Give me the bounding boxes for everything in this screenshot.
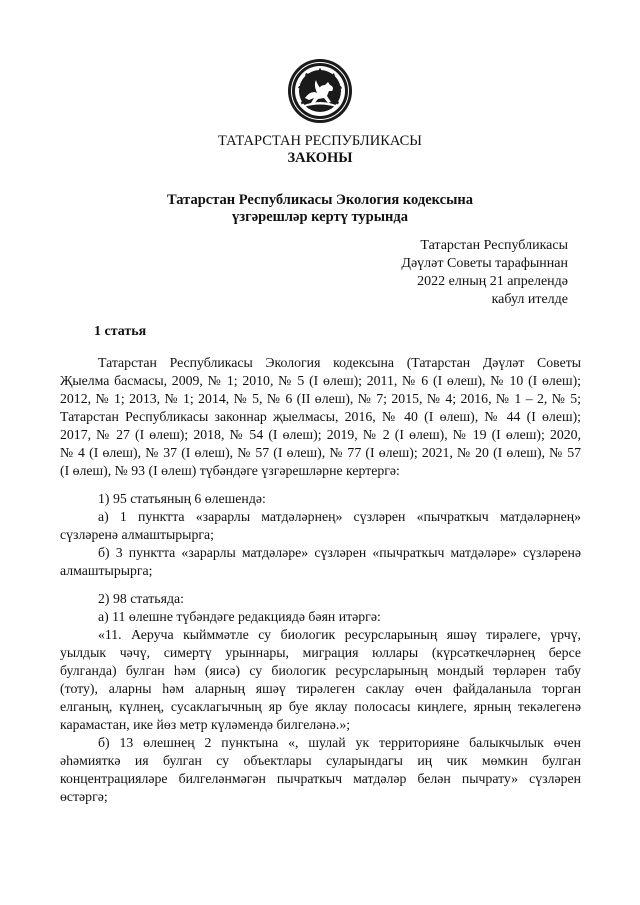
adoption-line-4: кабул ителде: [491, 292, 568, 307]
paragraph-line: (I өлеш), № 93 (I өлеш) түбәндәге үзгәрешләрне кертергә:: [60, 463, 400, 478]
tatarstan-coat-of-arms-icon: [287, 58, 353, 124]
adoption-line-1: Татарстан Республикасы: [420, 238, 568, 253]
paragraph-line: 2012, № 1; 2013, № 1; 2014, № 5, № 6 (II өлеш), № 7; 2015, № 4; 2016, № 1 – 2, № 5;: [60, 391, 581, 406]
paragraph-line: № 4 (I өлеш), № 37 (I өлеш), № 57 (I өлеш), № 77 (I өлеш); 2021, № 20 (I өлеш), № 57: [60, 445, 581, 460]
paragraph-line: сүзләренә алмаштырырга;: [60, 527, 214, 542]
item-1-title: 1) 95 статьяның 6 өлешендә:: [98, 491, 266, 506]
paragraph-line: б) 13 өлешнең 2 пунктына «, шулай ук территорияне балыкчылык өчен: [98, 735, 581, 750]
paragraph-line: б) 3 пунктта «зарарлы матдәләре» сүзләрен «пычраткыч матдәләре» сүзләренә: [98, 545, 581, 560]
paragraph-line: а) 1 пунктта «зарарлы матдәләрнең» сүзләрен «пычраткыч матдәләрнең»: [98, 509, 581, 524]
paragraph-line: әһәмияткә ия булган су объектлары суларындагы иң чик мөмкин булган: [60, 753, 581, 768]
paragraph-line: Җыелма басмасы, 2009, № 1; 2010, № 5 (I өлеш); 2011, № 6 (I өлеш), № 10 (I өлеш);: [60, 373, 581, 388]
article-heading: 1 статья: [94, 324, 147, 339]
paragraph-line: 2017, № 27 (I өлеш); 2018, № 54 (I өлеш); 2019, № 2 (I өлеш), № 19 (I өлеш); 2020,: [60, 427, 581, 442]
paragraph-line: концентрацияләре билгеләнмәгән пычраткыч матдәләр белән пычрату» сүзләрен: [60, 771, 581, 786]
paragraph-line: алмаштырырга;: [60, 563, 153, 578]
quote-line: карамастан, ике йөз метр күләмендә билгеләнә.»;: [60, 717, 351, 732]
republic-name: ТАТАРСТАН РЕСПУБЛИКАСЫ: [218, 133, 422, 149]
item-2-a: а) 11 өлешне түбәндәге редакциядә бәян итәргә:: [98, 609, 381, 624]
paragraph-line: өстәргә;: [60, 789, 108, 804]
quote-line: (тоту), аларны һәм аларның яшәү тирәлеген саклау өчен файдаланыла торган: [60, 681, 581, 696]
paragraph-line: Татарстан Республикасы Экология кодексына (Татарстан Дәүләт Советы: [98, 355, 581, 370]
quote-line: елганың, күлнең, сусаклагычның яр буе яклау полосасы киңлеге, ярның текәлегенә: [60, 699, 581, 714]
law-label: ЗАКОНЫ: [287, 150, 353, 166]
law-title-line-2: үзгәрешләр кертү турында: [232, 209, 408, 225]
law-title-line-1: Татарстан Республикасы Экология кодексына: [166, 192, 473, 208]
adoption-line-3: 2022 елның 21 апрелендә: [417, 274, 568, 289]
adoption-line-2: Дәүләт Советы тарафыннан: [401, 256, 568, 271]
quote-line: булганда) булган һәм (яисә) су биологик ресурсларының мондый төрләрен табу: [60, 663, 581, 678]
paragraph-line: Татарстан Республикасы законнар җыелмасы, 2016, № 40 (I өлеш), № 44 (I өлеш);: [60, 409, 581, 424]
quote-line: уылдык чәчү, симертү урыннары, миграция юллары (күрсәткечләрнең берсе: [60, 645, 581, 660]
quote-line: «11. Аеруча кыйммәтле су биологик ресурсларының яшәү тирәлеге, үрчү,: [98, 627, 581, 642]
item-2-title: 2) 98 статьяда:: [98, 591, 184, 606]
